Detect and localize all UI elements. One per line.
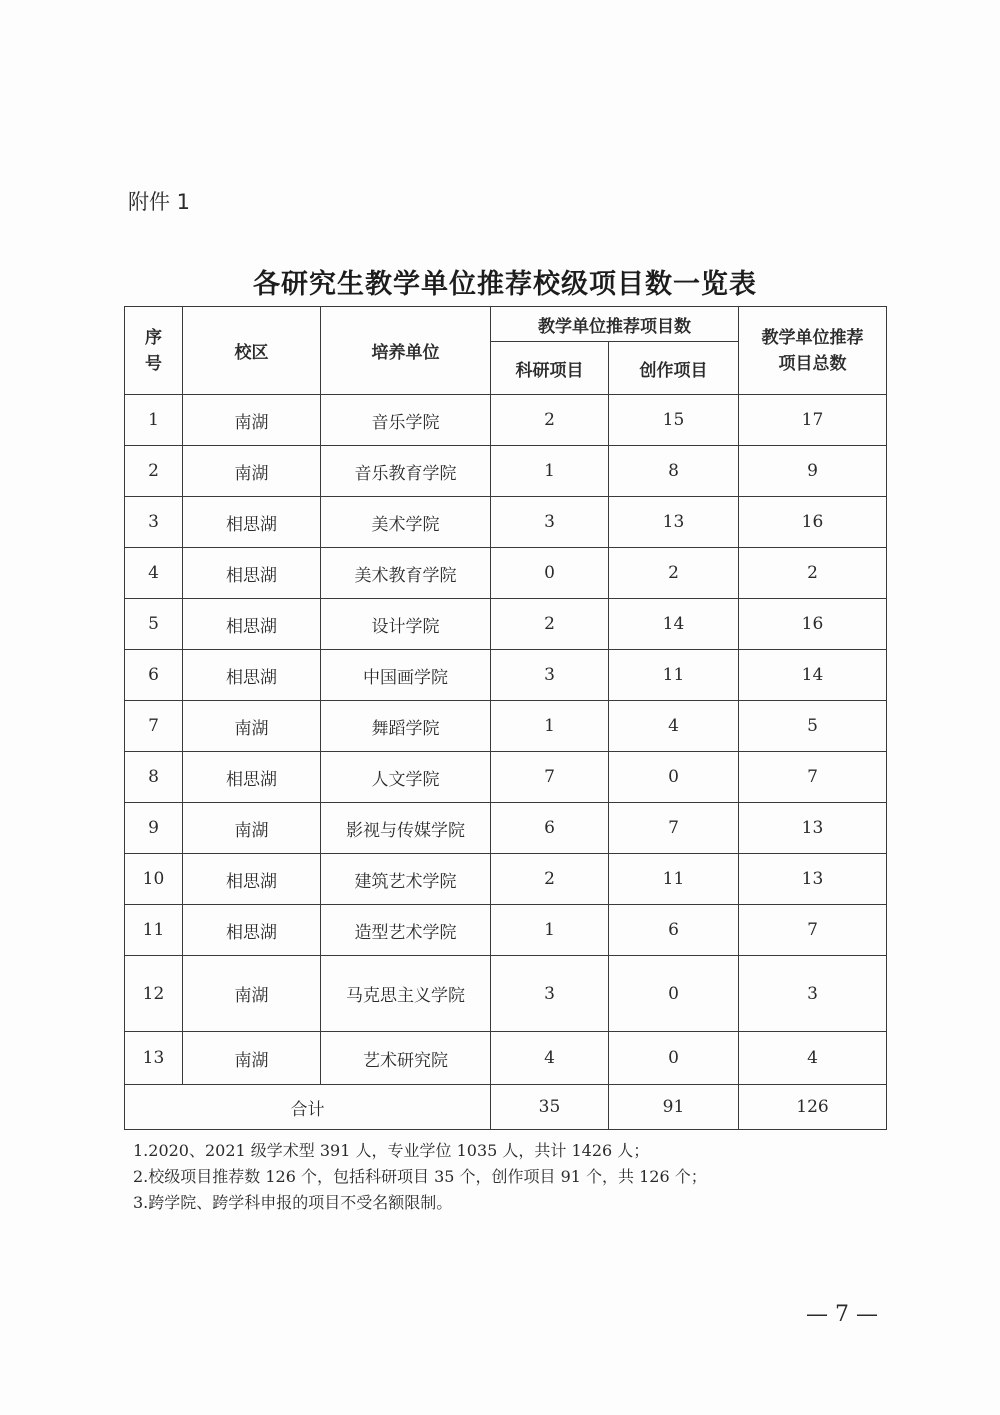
cell-campus: 相思湖: [183, 599, 321, 650]
cell-research: 0: [491, 548, 609, 599]
cell-research: 1: [491, 701, 609, 752]
header-total: 教学单位推荐 项目总数: [739, 307, 887, 395]
cell-total: 4: [739, 1032, 887, 1085]
cell-research: 3: [491, 497, 609, 548]
cell-unit: 马克思主义学院: [321, 956, 491, 1032]
header-research: 科研项目: [491, 342, 609, 395]
cell-campus: 相思湖: [183, 905, 321, 956]
cell-campus: 南湖: [183, 803, 321, 854]
cell-unit: 音乐学院: [321, 395, 491, 446]
recommendation-table: [124, 306, 887, 1130]
header-unit: 培养单位: [321, 307, 491, 395]
cell-total: 3: [739, 956, 887, 1032]
header-campus: 校区: [183, 307, 321, 395]
note-line: 1.2020、2021 级学术型 391 人，专业学位 1035 人，共计 1426 人；: [133, 1141, 650, 1160]
cell-seq: 11: [125, 905, 183, 956]
cell-total: 16: [739, 497, 887, 548]
cell-creative: 7: [609, 803, 739, 854]
cell-research: 2: [491, 395, 609, 446]
cell-seq: 2: [125, 446, 183, 497]
cell-seq: 3: [125, 497, 183, 548]
cell-creative: 8: [609, 446, 739, 497]
cell-campus: 南湖: [183, 395, 321, 446]
cell-research: 3: [491, 650, 609, 701]
cell-creative: 4: [609, 701, 739, 752]
cell-creative: 11: [609, 650, 739, 701]
cell-unit: 舞蹈学院: [321, 701, 491, 752]
cell-unit: 人文学院: [321, 752, 491, 803]
cell-total: 13: [739, 803, 887, 854]
cell-total: 9: [739, 446, 887, 497]
cell-total: 13: [739, 854, 887, 905]
cell-total: 5: [739, 701, 887, 752]
table-row: [125, 956, 887, 1032]
cell-campus: 相思湖: [183, 548, 321, 599]
table-row: [125, 497, 887, 548]
cell-unit: 中国画学院: [321, 650, 491, 701]
table-row: [125, 650, 887, 701]
table-row: [125, 701, 887, 752]
cell-research: 1: [491, 446, 609, 497]
cell-unit: 音乐教育学院: [321, 446, 491, 497]
cell-campus: 相思湖: [183, 854, 321, 905]
cell-total: 7: [739, 905, 887, 956]
cell-creative: 0: [609, 956, 739, 1032]
table-row: [125, 905, 887, 956]
total-research: 35: [491, 1085, 609, 1130]
cell-seq: 12: [125, 956, 183, 1032]
total-row: [125, 1085, 887, 1130]
cell-research: 3: [491, 956, 609, 1032]
cell-unit: 建筑艺术学院: [321, 854, 491, 905]
cell-campus: 南湖: [183, 701, 321, 752]
attachment-label: 附件 1: [128, 190, 191, 214]
cell-total: 14: [739, 650, 887, 701]
table-row: [125, 803, 887, 854]
cell-creative: 6: [609, 905, 739, 956]
cell-research: 4: [491, 1032, 609, 1085]
cell-seq: 1: [125, 395, 183, 446]
total-sum: 126: [739, 1085, 887, 1130]
cell-campus: 相思湖: [183, 752, 321, 803]
cell-creative: 11: [609, 854, 739, 905]
cell-total: 16: [739, 599, 887, 650]
cell-unit: 艺术研究院: [321, 1032, 491, 1085]
table-row: [125, 854, 887, 905]
cell-unit: 影视与传媒学院: [321, 803, 491, 854]
table-row: [125, 752, 887, 803]
cell-seq: 5: [125, 599, 183, 650]
header-creative: 创作项目: [609, 342, 739, 395]
cell-creative: 13: [609, 497, 739, 548]
table-row: [125, 548, 887, 599]
cell-campus: 南湖: [183, 956, 321, 1032]
header-group: 教学单位推荐项目数: [491, 307, 739, 342]
cell-unit: 美术学院: [321, 497, 491, 548]
note-line: 2.校级项目推荐数 126 个，包括科研项目 35 个，创作项目 91 个，共 126 个；: [133, 1167, 707, 1186]
cell-creative: 0: [609, 752, 739, 803]
cell-creative: 15: [609, 395, 739, 446]
page-number: — 7 —: [806, 1302, 878, 1327]
cell-seq: 10: [125, 854, 183, 905]
cell-creative: 14: [609, 599, 739, 650]
cell-total: 17: [739, 395, 887, 446]
cell-seq: 4: [125, 548, 183, 599]
cell-unit: 造型艺术学院: [321, 905, 491, 956]
notes: [133, 1138, 707, 1216]
note-line: 3.跨学院、跨学科申报的项目不受名额限制。: [133, 1193, 453, 1212]
cell-research: 2: [491, 599, 609, 650]
total-creative: 91: [609, 1085, 739, 1130]
cell-seq: 8: [125, 752, 183, 803]
table-row: [125, 395, 887, 446]
table-body: [125, 395, 887, 1085]
cell-unit: 设计学院: [321, 599, 491, 650]
table-row: [125, 599, 887, 650]
cell-creative: 0: [609, 1032, 739, 1085]
cell-seq: 9: [125, 803, 183, 854]
cell-seq: 7: [125, 701, 183, 752]
cell-creative: 2: [609, 548, 739, 599]
cell-campus: 南湖: [183, 446, 321, 497]
cell-seq: 13: [125, 1032, 183, 1085]
cell-seq: 6: [125, 650, 183, 701]
cell-campus: 相思湖: [183, 497, 321, 548]
cell-research: 6: [491, 803, 609, 854]
cell-campus: 相思湖: [183, 650, 321, 701]
table-row: [125, 446, 887, 497]
cell-total: 2: [739, 548, 887, 599]
cell-research: 1: [491, 905, 609, 956]
total-label: 合计: [125, 1085, 491, 1130]
table-row: [125, 1032, 887, 1085]
cell-total: 7: [739, 752, 887, 803]
cell-unit: 美术教育学院: [321, 548, 491, 599]
cell-campus: 南湖: [183, 1032, 321, 1085]
page-title: 各研究生教学单位推荐校级项目数一览表: [253, 269, 757, 300]
cell-research: 2: [491, 854, 609, 905]
cell-research: 7: [491, 752, 609, 803]
header-seq: 序 号: [125, 307, 183, 395]
